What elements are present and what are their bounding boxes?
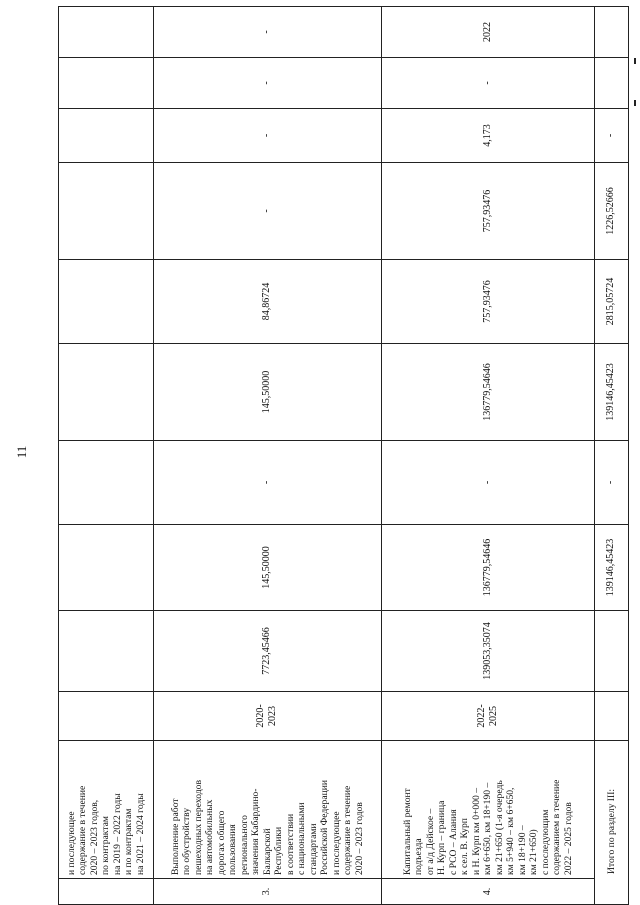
value-cell: 139146,45423 [594,525,628,611]
value-cell [59,611,154,692]
years-cell [59,692,154,741]
page-number: 11 [14,445,29,459]
value-cell: 757,93476 [381,163,594,260]
row-number-cell [59,879,154,905]
value-cell [59,163,154,260]
value-cell: - [153,163,381,260]
value-cell [594,611,628,692]
scan-edge-mark [634,100,636,106]
years-cell [594,692,628,741]
scan-edge-mark [634,58,636,64]
total-label-cell: Итого по разделу III: [594,741,628,905]
years-cell: 2020- 2023 [153,692,381,741]
value-cell [59,260,154,344]
value-cell: 139146,45423 [594,344,628,441]
rotated-table-wrapper [58,22,629,905]
value-cell [59,441,154,525]
table-row [59,7,154,905]
value-cell: 4,173 [381,109,594,163]
value-cell: 84,86724 [153,260,381,344]
table-row [153,7,381,905]
value-cell [59,525,154,611]
value-cell: 136779,54646 [381,525,594,611]
value-cell [594,7,628,58]
table-row [381,7,594,905]
value-cell: - [381,58,594,109]
value-cell [59,344,154,441]
budget-table [58,6,629,905]
row-number-cell: 3. [153,879,381,905]
value-cell: - [594,109,628,163]
value-cell: - [153,109,381,163]
value-cell: 2815,05724 [594,260,628,344]
value-cell: 136779,54646 [381,344,594,441]
value-cell: - [381,441,594,525]
value-cell: 145,50000 [153,344,381,441]
item-name-cell: Выполнение работ по обустройству пешеходных переходов на автомобильных дорогах общего пользования регионального значения Кабардино- Балкарской Республики в соответствии с национальными стандартами Российской Федерации и последующее содержание в течение 2020 – 2023 годов [153,741,381,879]
value-cell [59,7,154,58]
value-cell: - [153,441,381,525]
years-cell: 2022- 2025 [381,692,594,741]
value-cell: - [153,58,381,109]
value-cell: 139053,35074 [381,611,594,692]
item-name-cell: и последующее содержание в течение 2020 – 2023 годов, по контрактам на 2019 – 2022 годы и по контрактам на 2021 – 2024 годы [59,741,154,879]
value-cell: - [594,441,628,525]
value-cell [594,58,628,109]
value-cell: 757,93476 [381,260,594,344]
item-name-cell: Капитальный ремонт подъезда от а/д Дейское – Н. Курп – граница с РСО – Алания к сел. В. Курп и Н. Курп км 0+000 – км 6+650, км 18+190 – км 21+650 (1-я очередь км 5+940 – км 6+650, км 18+190 – км 21+650) с последующим содержанием в течение 2022 – 2025 годов [381,741,594,879]
value-cell: 7723,45466 [153,611,381,692]
table-total-row [594,7,628,905]
row-number-cell: 4. [381,879,594,905]
value-cell: 1226,52666 [594,163,628,260]
value-cell: - [153,7,381,58]
value-cell [59,109,154,163]
value-cell: 2022 [381,7,594,58]
value-cell: 145,50000 [153,525,381,611]
value-cell [59,58,154,109]
